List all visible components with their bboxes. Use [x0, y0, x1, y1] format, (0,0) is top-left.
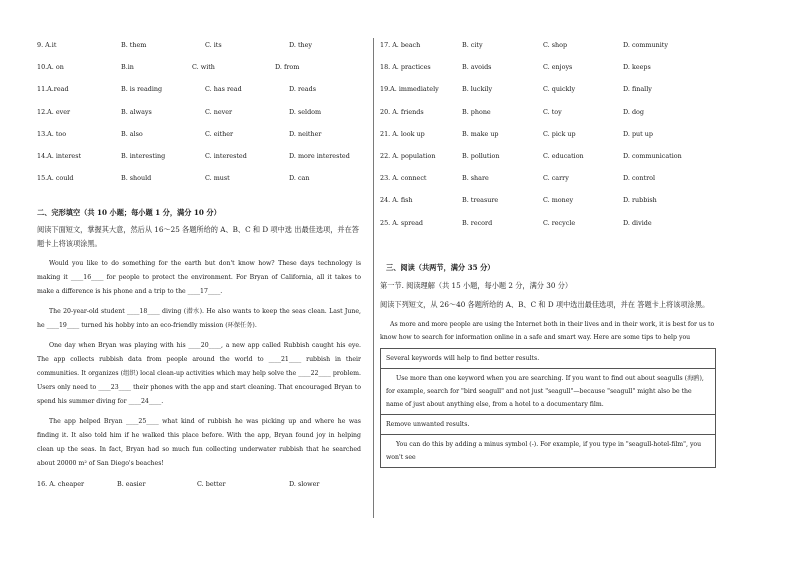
cloze-paragraph-4: The app helped Bryan ____25____ what kind of rubbish he was picking up and where he was finding it. It also told him if he walked this place before. With the app, Bryan found joy in helping clean up the seas. In fact, Bryan had so much fun collecting underwater rubbish that he searched about 20000 m² of San Diego's beaches!	[37, 418, 361, 468]
option-c: C. shop	[543, 41, 568, 49]
right-column	[380, 40, 716, 468]
option-c: C. money	[543, 196, 574, 205]
reading-subsection-title: 第一节. 阅读理解（共 15 小题，每小题 2 分，满分 30 分）	[380, 280, 573, 290]
option-row-11	[37, 84, 361, 106]
option-row-24	[380, 195, 716, 217]
option-b: B. treasure	[462, 196, 499, 205]
option-c: C. pick up	[543, 129, 576, 138]
option-d: D. neither	[289, 129, 322, 138]
tips-table	[380, 348, 716, 468]
tip-1-body	[381, 369, 715, 415]
option-row-23	[380, 173, 716, 195]
option-a: 22. A. population	[380, 151, 436, 160]
tip-1-text: Use more than one keyword when you are searching. If you want to find out about seagulls (海鸥), for example, search for "bird seagull" and not just "seagull"—because "seagull" might also be the name of just about anything else, from a hotel to a documentary film.	[386, 374, 704, 408]
option-c: C. with	[192, 63, 215, 72]
option-a: 18. A. practices	[380, 63, 431, 72]
option-b: B. also	[121, 129, 143, 138]
option-d: D. put up	[623, 129, 653, 138]
option-a: 21. A. look up	[380, 129, 425, 138]
option-a: 9. A.it	[37, 41, 57, 49]
option-d: D. finally	[623, 85, 652, 94]
left-column	[37, 40, 361, 502]
option-row-21	[380, 129, 716, 151]
option-row-15	[37, 173, 361, 195]
option-d: D. keeps	[623, 63, 651, 72]
option-a: 16. A. cheaper	[37, 480, 85, 489]
option-a: 14.A. interest	[37, 151, 82, 160]
option-d: D. slower	[289, 480, 320, 489]
option-b: B. record	[462, 218, 493, 227]
option-d: D. dog	[623, 107, 644, 116]
option-a: 17. A. beach	[380, 41, 421, 49]
option-c: C. has read	[205, 85, 242, 94]
option-d: D. divide	[623, 218, 652, 227]
option-c: C. its	[205, 41, 222, 49]
option-b: B. avoids	[462, 63, 492, 72]
option-c: C. enjoys	[543, 63, 573, 72]
option-a: 10.A. on	[37, 63, 64, 72]
option-a: 19.A. immediately	[380, 85, 439, 94]
reading-instructions: 阅读下列短文，从 26～40 各题所给的 A、B、C 和 D 项中选出最佳选项，并在 答题卡上将该项涂黑。	[380, 299, 710, 309]
option-a: 12.A. ever	[37, 107, 71, 116]
option-c: C. better	[197, 480, 226, 489]
cloze-section-title: 二、完形填空（共 10 小题；每小题 1 分，满分 10 分）	[37, 208, 221, 218]
option-b: B. easier	[117, 480, 146, 489]
option-row-14	[37, 151, 361, 173]
option-d: D. rubbish	[623, 196, 657, 205]
options-list-9-15	[37, 40, 361, 195]
option-b: B. is reading	[121, 85, 163, 94]
option-a: 23. A. connect	[380, 174, 427, 183]
option-row-25	[380, 218, 716, 240]
option-d: D. from	[275, 63, 300, 72]
option-d: D. communication	[623, 151, 682, 160]
option-c: C. quickly	[543, 85, 576, 94]
option-a: 24. A. fish	[380, 196, 413, 205]
option-b: B.in	[121, 63, 134, 72]
option-b: B. share	[462, 174, 489, 183]
option-d: D. seldom	[289, 107, 322, 116]
option-b: B. them	[121, 41, 147, 49]
cloze-paragraph-1: Would you like to do something for the earth but don't know how? These days technology is making it ____16____ for people to protect the environment. For Bryan of California, all it takes to make a difference is his phone and a trip to the ____17____.	[37, 260, 361, 296]
option-a: 20. A. friends	[380, 107, 424, 116]
option-b: B. should	[121, 174, 152, 183]
option-c: C. interested	[205, 151, 247, 160]
option-c: C. education	[543, 151, 584, 160]
option-c: C. carry	[543, 174, 569, 183]
option-a: 13.A. too	[37, 129, 67, 138]
option-b: B. always	[121, 107, 152, 116]
option-b: B. phone	[462, 107, 491, 116]
option-b: B. make up	[462, 129, 499, 138]
options-list-17-25	[380, 40, 716, 240]
cloze-instructions: 阅读下面短文，掌握其大意，然后从 16～25 各题所给的 A、B、C 和 D 项中选 出最佳选项，并在答题卡上将该项涂黑。	[37, 225, 359, 249]
cloze-paragraph-2: The 20-year-old student ____18____ diving (潜水). He also wants to keep the seas clean. Last June, he ____19____ turned his hobby into an eco-friendly mission (环保任务).	[37, 308, 361, 330]
option-a: 15.A. could	[37, 174, 74, 183]
option-row-13	[37, 129, 361, 151]
tip-2-heading: Remove unwanted results.	[381, 415, 715, 435]
option-row-9	[37, 40, 361, 62]
option-d: D. can	[289, 174, 310, 183]
option-row-18	[380, 62, 716, 84]
option-b: B. interesting	[121, 151, 166, 160]
option-row-20	[380, 107, 716, 129]
option-c: C. recycle	[543, 218, 576, 227]
tip-2-text: You can do this by adding a minus symbol (-). For example, if you type in "seagull-hotel-film", you won't see	[386, 440, 702, 461]
option-c: C. toy	[543, 107, 562, 116]
option-row-17	[380, 40, 716, 62]
option-b: B. luckily	[462, 85, 493, 94]
option-a: 11.A.read	[37, 85, 69, 94]
option-c: C. must	[205, 174, 230, 183]
option-b: B. city	[462, 41, 483, 49]
tip-2-body	[381, 435, 715, 467]
option-d: D. more interested	[289, 151, 350, 160]
option-row-10	[37, 62, 361, 84]
option-row-22	[380, 151, 716, 173]
option-d: D. community	[623, 41, 668, 49]
option-c: C. never	[205, 107, 233, 116]
option-a: 25. A. spread	[380, 218, 423, 227]
option-row-19	[380, 84, 716, 106]
tip-1-heading: Several keywords will help to find better results.	[381, 349, 715, 369]
reading-paragraph-1: As more and more people are using the Internet both in their lives and in their work, it is best for us to know how to search for information online in a safe and smart way. Here are some tips to help you	[380, 320, 715, 341]
reading-section-title: 三、阅读（共两节，满分 35 分）	[386, 262, 495, 272]
option-row-16	[37, 479, 361, 501]
option-b: B. pollution	[462, 151, 500, 160]
cloze-paragraph-3: One day when Bryan was playing with his ____20____, a new app called Rubbish caught his eye. The app collects rubbish data from people around the world to ____21____ rubbish in their communities. It organizes (组织) local clean-up activities which may help solve the ____22____ problem. Users only need to ____23____ their phones with the app and start cleaning. That encouraged Bryan to spend his summer diving for ____24____.	[37, 342, 361, 406]
option-row-12	[37, 107, 361, 129]
option-d: D. reads	[289, 85, 316, 94]
column-divider	[373, 38, 374, 518]
option-c: C. either	[205, 129, 234, 138]
option-d: D. control	[623, 174, 656, 183]
option-d: D. they	[289, 41, 313, 49]
